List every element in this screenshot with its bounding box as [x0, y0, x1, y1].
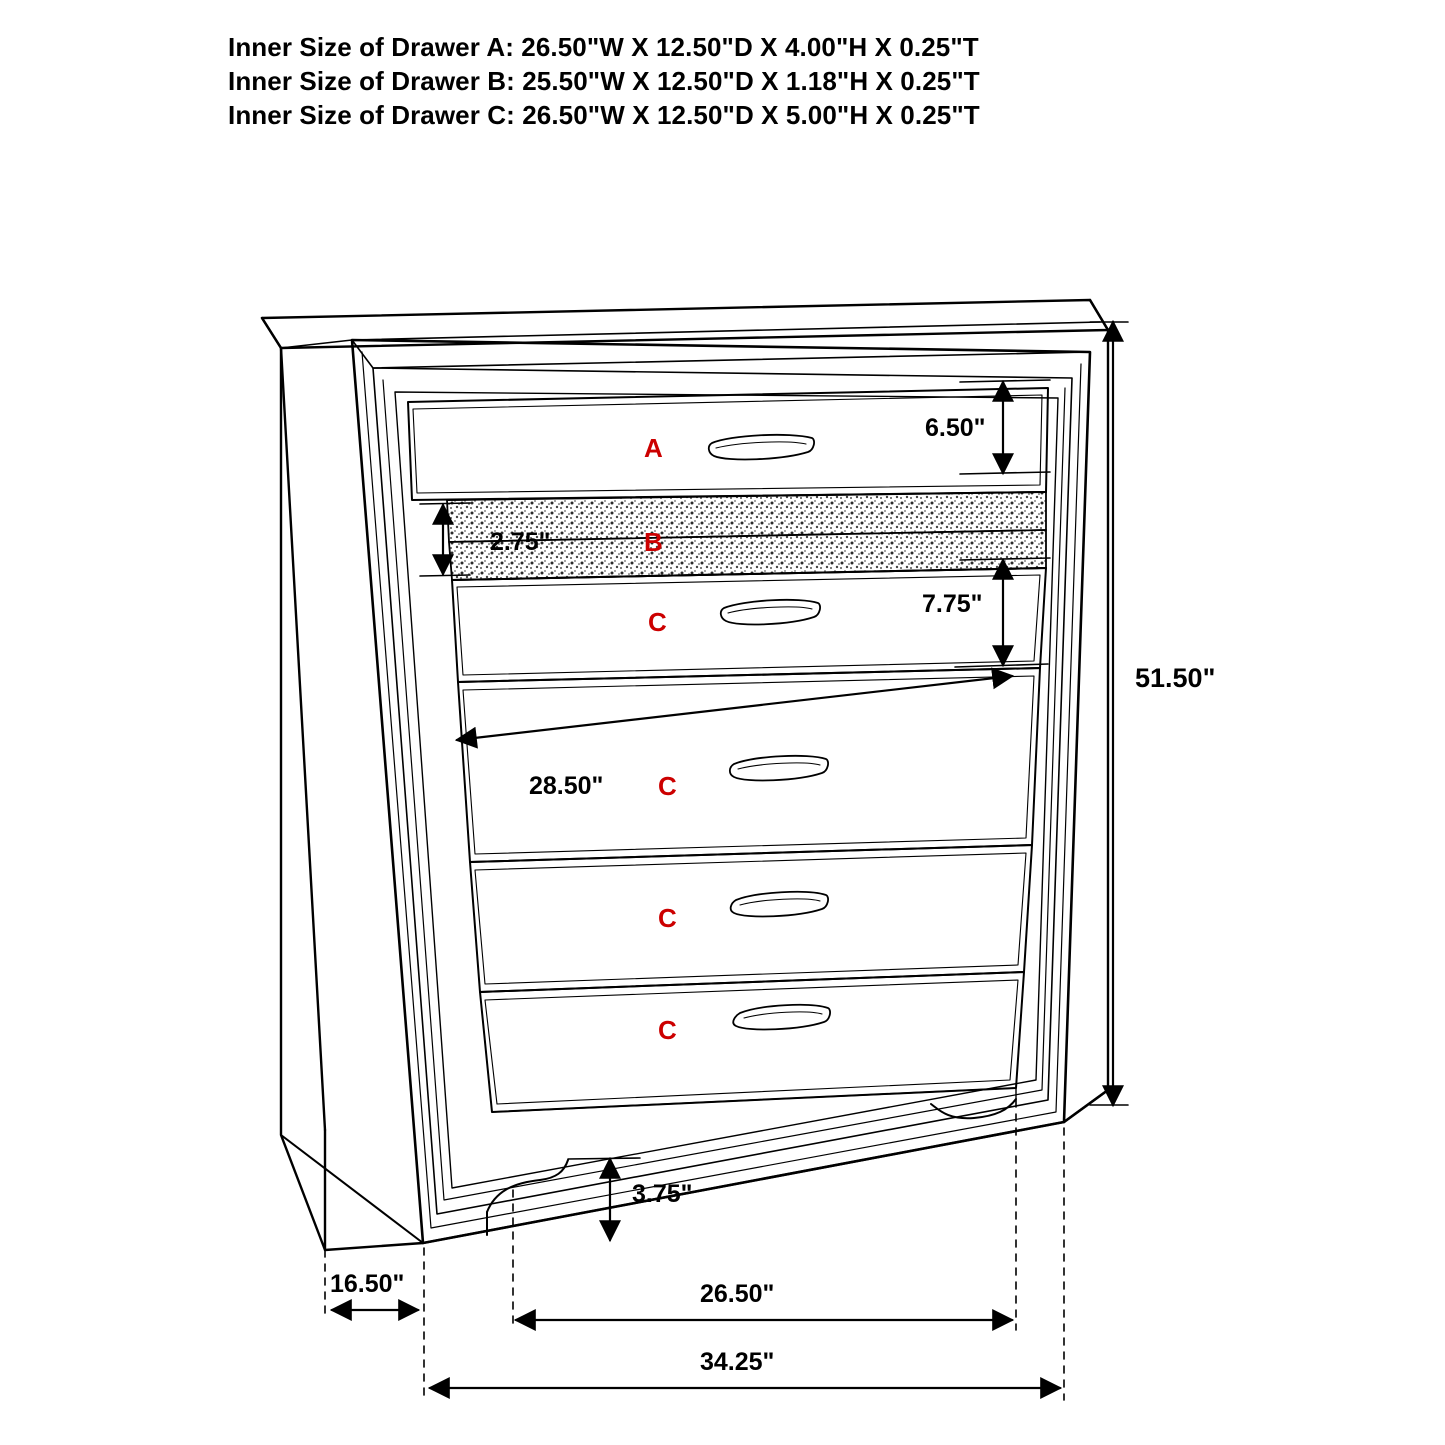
dim-drawer-c-height: 7.75": [922, 590, 983, 618]
drawer-label-c4: C: [658, 1015, 677, 1045]
dim-base-height: 3.75": [632, 1180, 693, 1208]
dim-drawer-width: 28.50": [529, 772, 604, 800]
drawer-label-c3: C: [658, 903, 677, 933]
dim-overall-width: 34.25": [700, 1348, 775, 1376]
drawer-label-a: A: [644, 433, 663, 463]
drawer-label-c1: C: [648, 607, 667, 637]
spec-line-drawer-b: Inner Size of Drawer B: 25.50"W X 12.50"D X 1.18"H X 0.25"T: [228, 66, 980, 96]
dim-depth: 16.50": [330, 1270, 405, 1298]
dim-total-height: 51.50": [1135, 663, 1216, 693]
dim-drawer-a-height: 6.50": [925, 414, 986, 442]
spec-line-drawer-a: Inner Size of Drawer A: 26.50"W X 12.50"D X 4.00"H X 0.25"T: [228, 32, 979, 62]
spec-line-drawer-c: Inner Size of Drawer C: 26.50"W X 12.50"D X 5.00"H X 0.25"T: [228, 100, 980, 130]
dim-inner-width: 26.50": [700, 1280, 775, 1308]
drawer-label-c2: C: [658, 771, 677, 801]
drawer-label-b: B: [644, 527, 663, 557]
dim-drawer-b-height: 2.75": [490, 528, 551, 556]
